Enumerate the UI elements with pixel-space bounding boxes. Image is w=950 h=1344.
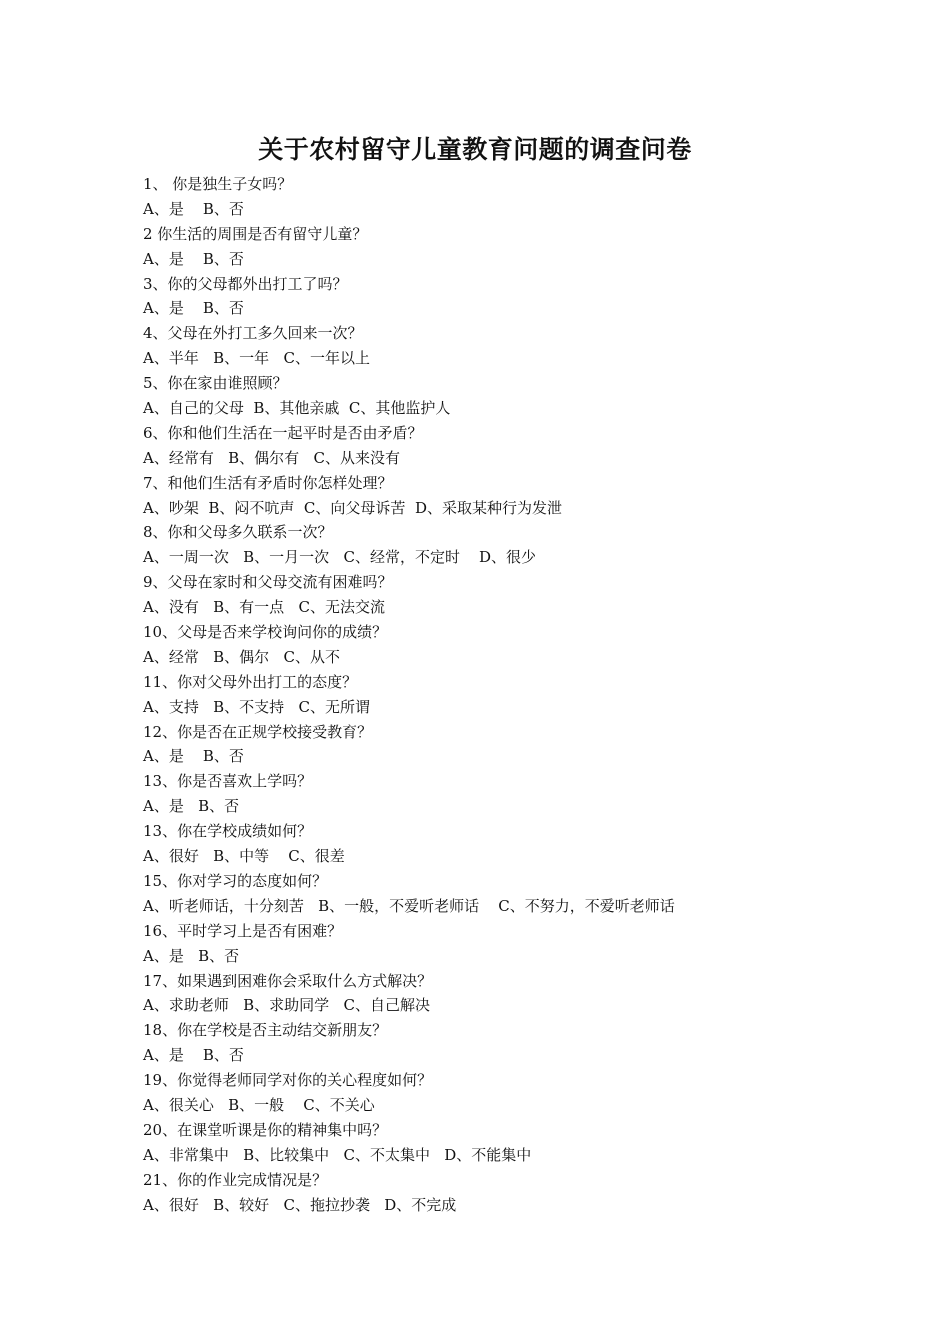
answer-options-11: A、支持 B、不支持 C、无所谓 xyxy=(143,697,370,716)
question-5: 5、你在家由谁照顾？ xyxy=(143,374,288,393)
question-3: 3、你的父母都外出打工了吗？ xyxy=(143,274,348,293)
answer-options-20: A、非常集中 B、比较集中 C、不太集中 D、不能集中 xyxy=(143,1145,532,1164)
question-17: 17、如果遇到困难你会采取什么方式解决？ xyxy=(143,971,433,990)
question-19: 19、你觉得老师同学对你的关心程度如何？ xyxy=(143,1071,433,1090)
answer-options-17: A、求助老师 B、求助同学 C、自己解决 xyxy=(143,996,430,1015)
answer-options-19: A、很关心 B、一般 C、不关心 xyxy=(143,1095,375,1114)
question-18: 18、你在学校是否主动结交新朋友？ xyxy=(143,1021,388,1040)
question-12: 12、你是否在正规学校接受教育？ xyxy=(143,722,373,741)
question-20: 20、在课堂听课是你的精神集中吗？ xyxy=(143,1120,388,1139)
question-13: 13、你是否喜欢上学吗？ xyxy=(143,772,313,791)
answer-options-7: A、吵架 B、闷不吭声 C、向父母诉苦 D、采取某种行为发泄 xyxy=(143,498,562,517)
question-9: 9、父母在家时和父母交流有困难吗？ xyxy=(143,573,393,592)
question-2: 2 你生活的周围是否有留守儿童？ xyxy=(143,224,368,243)
answer-options-5: A、自己的父母 B、其他亲戚 C、其他监护人 xyxy=(143,399,451,418)
answer-options-14: A、很好 B、中等 C、很差 xyxy=(143,847,345,866)
question-6: 6、你和他们生活在一起平时是否由矛盾？ xyxy=(143,423,423,442)
question-7: 7、和他们生活有矛盾时你怎样处理？ xyxy=(143,473,393,492)
document-title: 关于农村留守儿童教育问题的调查问卷 xyxy=(258,135,692,164)
answer-options-10: A、经常 B、偶尔 C、从不 xyxy=(143,647,340,666)
answer-options-8: A、一周一次 B、一月一次 C、经常，不定时 D、很少 xyxy=(143,548,537,567)
answer-options-9: A、没有 B、有一点 C、无法交流 xyxy=(143,598,385,617)
answer-options-12: A、是 B、否 xyxy=(143,747,244,766)
answer-options-16: A、是 B、否 xyxy=(143,946,240,965)
question-15: 15、你对学习的态度如何？ xyxy=(143,871,328,890)
question-4: 4、父母在外打工多久回来一次？ xyxy=(143,324,363,343)
question-8: 8、你和父母多久联系一次？ xyxy=(143,523,333,542)
question-1: 1、 你是独生子女吗？ xyxy=(143,175,293,193)
answer-options-2: A、是 B、否 xyxy=(143,249,244,268)
answer-options-21: A、很好 B、较好 C、拖拉抄袭 D、不完成 xyxy=(143,1195,457,1214)
question-list xyxy=(143,172,923,1217)
answer-options-15: A、听老师话，十分刻苦 B、一般，不爱听老师话 C、不努力，不爱听老师话 xyxy=(143,896,675,915)
answer-options-4: A、半年 B、一年 C、一年以上 xyxy=(143,349,370,368)
question-11: 11、你对父母外出打工的态度？ xyxy=(143,672,358,691)
question-10: 10、父母是否来学校询问你的成绩？ xyxy=(143,623,388,642)
answer-options-18: A、是 B、否 xyxy=(143,1046,244,1065)
question-14: 13、你在学校成绩如何？ xyxy=(143,822,313,841)
question-16: 16、平时学习上是否有困难？ xyxy=(143,921,343,940)
answer-options-3: A、是 B、否 xyxy=(143,299,244,318)
answer-options-6: A、经常有 B、偶尔有 C、从来没有 xyxy=(143,448,400,467)
question-21: 21、你的作业完成情况是？ xyxy=(143,1170,328,1189)
answer-options-13: A、是 B、否 xyxy=(143,797,240,816)
answer-options-1: A、是 B、否 xyxy=(143,199,244,218)
